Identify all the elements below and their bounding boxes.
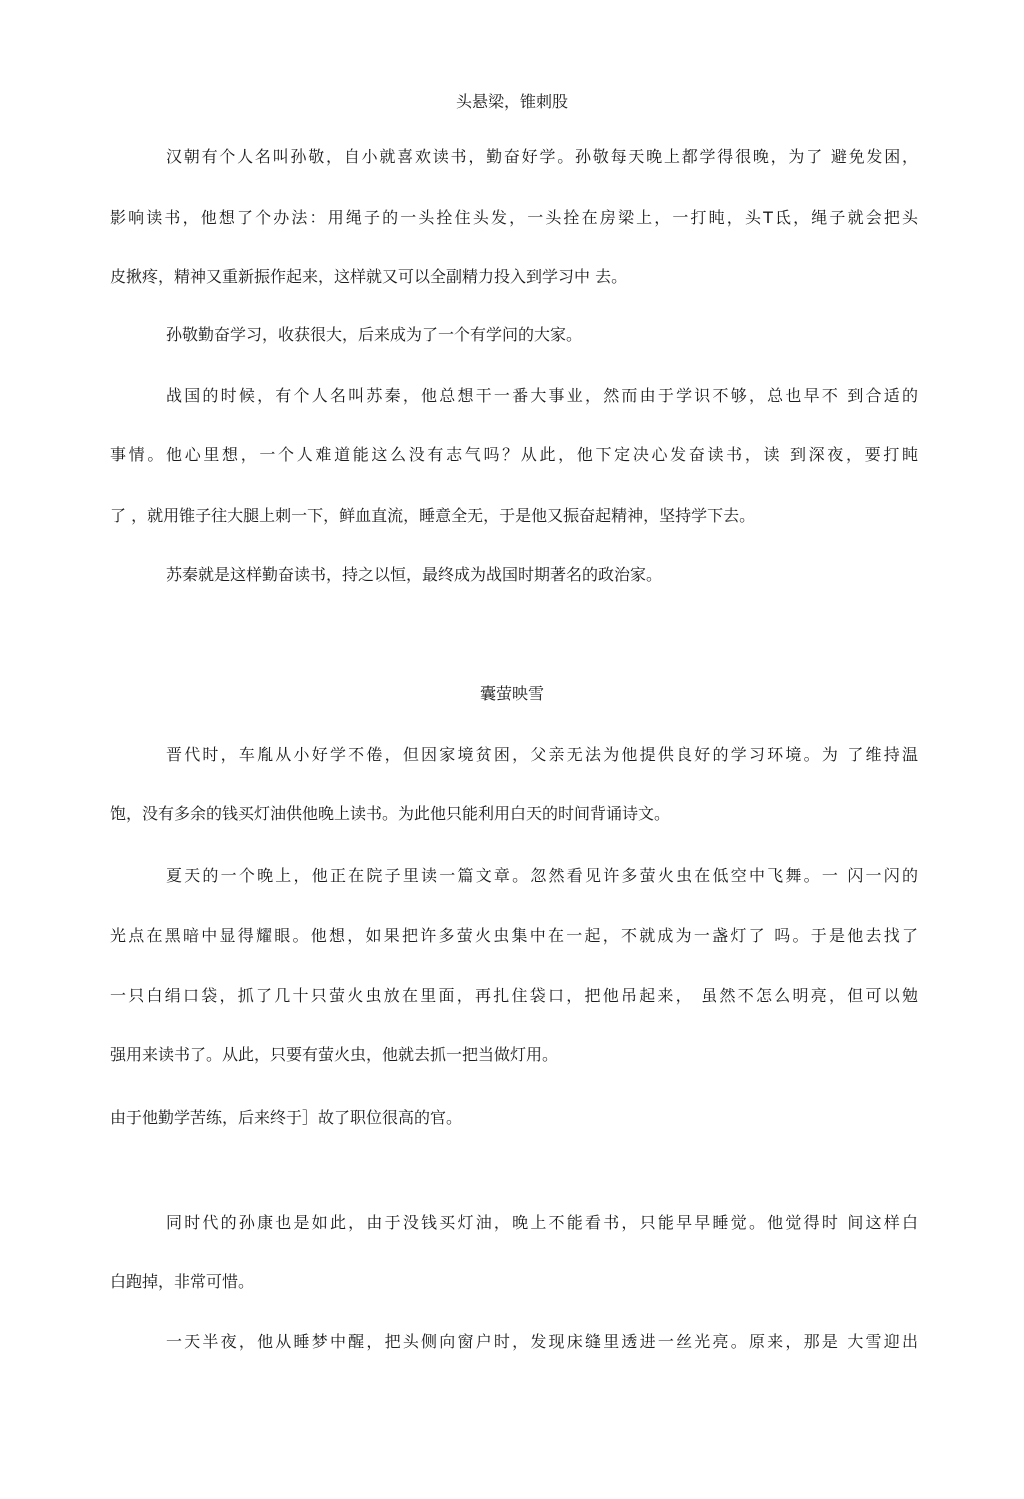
text-line: 一只白绢口袋，抓了几十只萤火虫放在里面，再扎住袋口，把他吊起来， 虽然不怎么明亮，但可以勉: [110, 986, 918, 1005]
text-line: 强用来读书了。从此，只要有萤火虫，他就去抓一把当做灯用。: [110, 1045, 559, 1064]
text-line: 了 ，就用锥子往大腿上刺一下，鲜血直流，睡意全无，于是他又振奋起精神，坚持学下去。: [110, 506, 756, 525]
paragraph: [110, 147, 918, 287]
paragraph: [110, 745, 918, 825]
text-line: 同时代的孙康也是如此，由于没钱买灯油，晚上不能看书，只能早早睡觉。他觉得时 间这样白: [166, 1213, 918, 1232]
section-title: 头悬梁，锥刺股: [455, 92, 568, 111]
paragraph: [110, 1108, 918, 1128]
paragraph: [110, 565, 918, 585]
text-line: 影响读书，他想了个办法：用绳子的一头拴住头发，一头拴在房梁上，一打盹，头T氐，绳子就会把头: [110, 208, 918, 227]
text-line: 夏天的一个晚上，他正在院子里读一篇文章。忽然看见许多萤火虫在低空中飞舞。一 闪一闪的: [166, 866, 918, 885]
paragraph: [110, 1213, 918, 1293]
text-line: 苏秦就是这样勤奋读书，持之以恒，最终成为战国时期著名的政治家。: [166, 565, 663, 584]
text-line: 由于他勤学苦练，后来终于］故了职位很高的官。: [110, 1108, 463, 1127]
text-line: 光点在黑暗中显得耀眼。他想，如果把许多萤火虫集中在一起，不就成为一盏灯了 吗。于是他去找了: [110, 926, 918, 945]
text-line: 饱，没有多余的钱买灯油供他晚上读书。为此他只能利用白天的时间背诵诗文。: [110, 804, 671, 823]
text-line: 孙敬勤奋学习，收获很大，后来成为了一个有学问的大家。: [166, 325, 583, 344]
text-line: 战国的时候，有个人名叫苏秦，他总想干一番大事业，然而由于学识不够，总也早不 到合适的: [166, 386, 918, 405]
text-line: 汉朝有个人名叫孙敬，自小就喜欢读书，勤奋好学。孙敬每天晚上都学得很晚，为了 避免发困，: [166, 147, 918, 166]
text-line: 皮揪疼，精神又重新振作起来，这样就又可以全副精力投入到学习中 去。: [110, 267, 628, 286]
paragraph: [110, 386, 918, 526]
paragraph: [110, 866, 918, 1066]
text-line: 一天半夜，他从睡梦中醒，把头侧向窗户时，发现床缝里透进一丝光亮。原来，那是 大雪迎出: [166, 1332, 918, 1351]
text-line: 晋代时，车胤从小好学不倦，但因家境贫困，父亲无法为他提供良好的学习环境。为 了维持温: [166, 745, 918, 764]
text-line: 白跑掉，非常可惜。: [110, 1272, 255, 1291]
text-line: 事情。他心里想，一个人难道能这么没有志气吗？从此，他下定决心发奋读书，读 到深夜，要打盹: [110, 445, 918, 464]
paragraph: [110, 1332, 918, 1352]
section-title: 囊萤映雪: [479, 684, 544, 703]
paragraph: [110, 325, 918, 345]
